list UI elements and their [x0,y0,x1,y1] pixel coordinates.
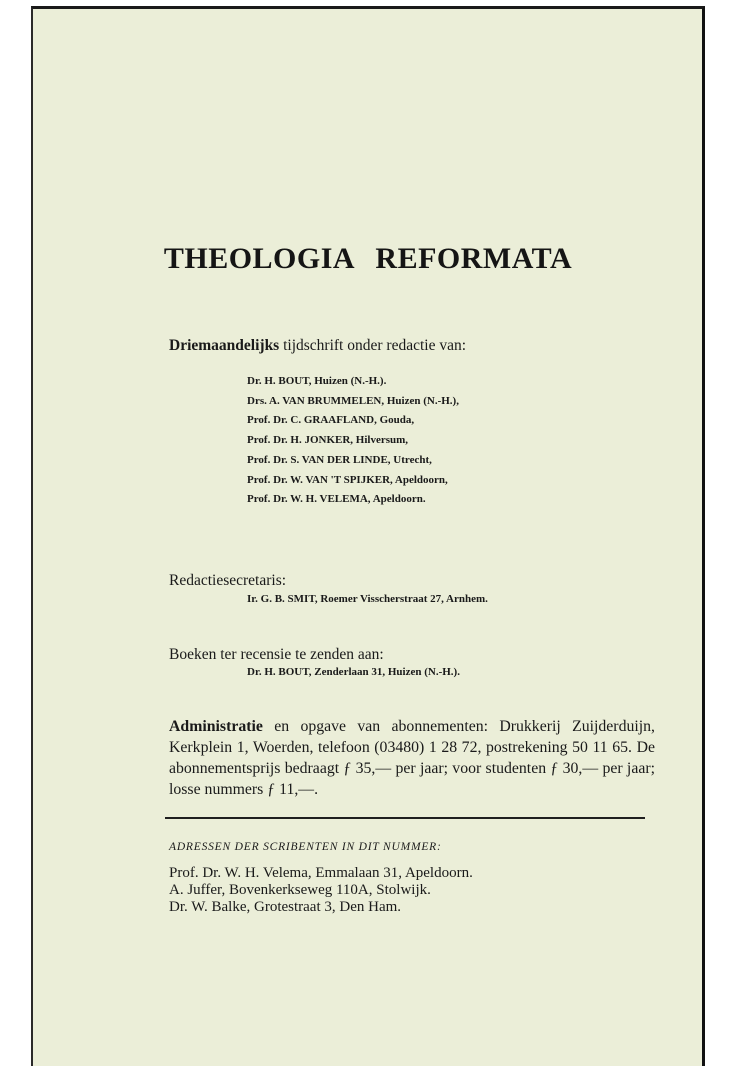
author-address-item: Prof. Dr. W. H. Velema, Emmalaan 31, Apeldoorn. [169,865,473,881]
author-address-item: A. Juffer, Bovenkerkseweg 110A, Stolwijk. [169,882,431,898]
administration-paragraph [169,716,655,800]
editor-item: Prof. Dr. W. H. VELEMA, Apeldoorn. [247,493,426,506]
editor-list [247,372,459,510]
secretary-label: Redactiesecretaris: [169,572,287,589]
editor-item: Drs. A. VAN BRUMMELEN, Huizen (N.-H.), [247,394,459,407]
editor-item: Prof. Dr. C. GRAAFLAND, Gouda, [247,414,415,427]
authors-heading: ADRESSEN DER SCRIBENTEN IN DIT NUMMER: [169,841,442,853]
journal-page [31,6,705,1066]
editorial-intro [169,337,466,355]
reviews-value: Dr. H. BOUT, Zenderlaan 31, Huizen (N.-H.). [247,666,460,678]
administration-lead: Administratie [169,718,263,735]
journal-title: THEOLOGIA REFORMATA [163,242,573,275]
editor-item: Dr. H. BOUT, Huizen (N.-H.). [247,375,387,387]
secretary-value: Ir. G. B. SMIT, Roemer Visscherstraat 27, Arnhem. [247,593,488,605]
author-address-list [169,865,473,916]
editor-item: Prof. Dr. H. JONKER, Hilversum, [247,434,409,447]
editorial-intro-bold: Driemaandelijks [169,337,280,354]
section-divider [165,817,645,819]
administration-text: en opgave van abonnementen: Drukkerij Zuijderduijn, Kerkplein 1, Woerden, telefoon (03480) 1 28 72, postrekening 50 11 65. De abonnementsprijs bedraagt ƒ 35,— per jaar; voor studenten ƒ 30,— per jaar; losse nummers ƒ 11,—. [169,718,655,798]
author-address-item: Dr. W. Balke, Grotestraat 3, Den Ham. [169,899,402,915]
editor-item: Prof. Dr. W. VAN 'T SPIJKER, Apeldoorn, [247,473,448,486]
reviews-label: Boeken ter recensie te zenden aan: [169,646,384,663]
editorial-intro-rest: tijdschrift onder redactie van: [279,337,467,354]
editor-item: Prof. Dr. S. VAN DER LINDE, Utrecht, [247,453,432,466]
